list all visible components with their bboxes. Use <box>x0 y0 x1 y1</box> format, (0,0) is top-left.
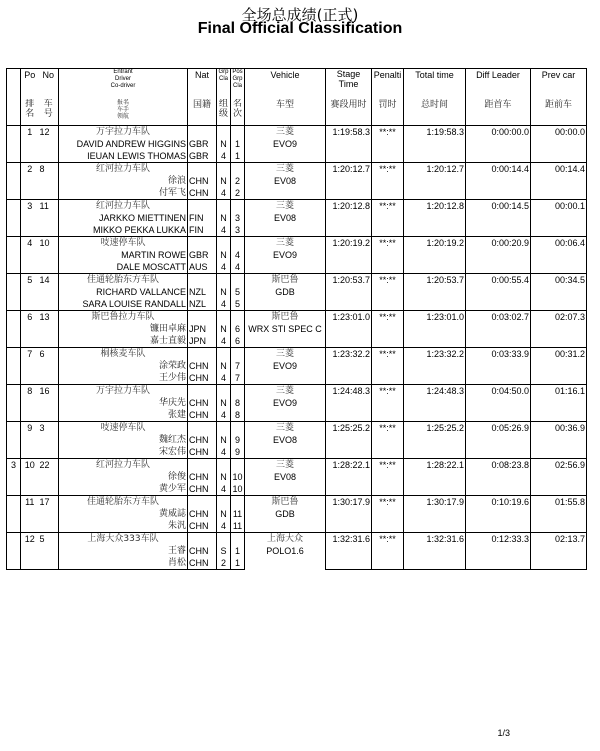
position-in-class: 4 <box>231 249 245 261</box>
team-name: 佳通轮胎东方车队 <box>59 274 188 287</box>
stage-time: 1:19:58.3 <box>326 126 372 139</box>
marker <box>7 311 21 324</box>
codriver-name: 朱汎 <box>59 520 188 533</box>
marker: 3 <box>7 459 21 472</box>
stage-time: 1:20:53.7 <box>326 274 372 287</box>
car-number: 16 <box>39 385 59 398</box>
diff-leader: 0:12:33.3 <box>466 533 531 546</box>
group-class: N <box>217 397 231 409</box>
marker <box>7 496 21 509</box>
group-class: 4 <box>217 261 231 274</box>
vehicle-make: 三菱 <box>245 422 326 435</box>
diff-leader: 0:00:55.4 <box>466 274 531 287</box>
group-class: 4 <box>217 483 231 496</box>
team-name: 吱速停车队 <box>59 422 188 435</box>
total-time: 1:24:48.3 <box>404 385 466 398</box>
position-in-class: 5 <box>231 286 245 298</box>
total-time: 1:20:19.2 <box>404 237 466 250</box>
marker <box>7 348 21 361</box>
prev-car: 01:16.1 <box>531 385 587 398</box>
penalty: **:** <box>372 348 404 361</box>
group-class: N <box>217 212 231 224</box>
stage-time: 1:23:01.0 <box>326 311 372 324</box>
diff-leader: 0:05:26.9 <box>466 422 531 435</box>
nationality: GBR <box>188 138 217 150</box>
codriver-name: 王少伟 <box>59 372 188 385</box>
header-total-time-cn: 总时间 <box>404 99 466 126</box>
penalty: **:** <box>372 200 404 213</box>
entry-team-row <box>7 311 587 324</box>
group-class: N <box>217 360 231 372</box>
nationality: CHN <box>188 187 217 200</box>
nationality: CHN <box>188 409 217 422</box>
position: 2 <box>21 163 39 176</box>
entry-driver-row <box>7 397 587 409</box>
entry-team-row <box>7 348 587 361</box>
diff-leader: 0:04:50.0 <box>466 385 531 398</box>
car-number: 12 <box>39 126 59 139</box>
group-class: N <box>217 434 231 446</box>
total-time: 1:32:31.6 <box>404 533 466 546</box>
entry-team-row <box>7 163 587 176</box>
nationality: AUS <box>188 261 217 274</box>
vehicle-make: 三菱 <box>245 385 326 398</box>
group-class: N <box>217 508 231 520</box>
position: 4 <box>21 237 39 250</box>
position-in-class: 10 <box>232 484 243 494</box>
car-number: 10 <box>39 237 59 250</box>
vehicle-model: POLO1.6 <box>245 545 326 570</box>
entry-team-row <box>7 200 587 213</box>
stage-time: 1:30:17.9 <box>326 496 372 509</box>
entry-team-row <box>7 385 587 398</box>
vehicle-model: WRX STI SPEC C <box>245 323 326 348</box>
prev-car: 00:14.4 <box>531 163 587 176</box>
position: 11 <box>21 496 39 509</box>
driver-name: 魏红杰 <box>59 434 188 446</box>
marker <box>7 422 21 435</box>
team-name: 吱速停车队 <box>59 237 188 250</box>
penalty: **:** <box>372 459 404 472</box>
codriver-name: DALE MOSCATT <box>59 261 188 274</box>
header-stage-time: Stage Time <box>326 69 372 100</box>
header-row-chinese <box>7 99 587 126</box>
group-class: 4 <box>217 446 231 459</box>
group-class: N <box>217 323 231 335</box>
vehicle-model: EVO9 <box>245 138 326 163</box>
car-number: 6 <box>39 348 59 361</box>
car-number: 13 <box>39 311 59 324</box>
codriver-name: 宋宏伟 <box>59 446 188 459</box>
group-class: N <box>217 471 231 483</box>
prev-car: 00:06.4 <box>531 237 587 250</box>
marker <box>7 237 21 250</box>
position-in-class: 1 <box>231 557 245 570</box>
page-title-chinese: 全场总成绩(正式) <box>241 6 359 24</box>
car-number: 22 <box>39 459 59 472</box>
codriver-name: 张建 <box>59 409 188 422</box>
entry-driver-row <box>7 138 587 150</box>
group-class: N <box>217 286 231 298</box>
nationality: NZL <box>188 298 217 311</box>
entry-driver-row <box>7 212 587 224</box>
marker <box>7 200 21 213</box>
position-in-class: 1 <box>231 138 245 150</box>
position-in-class: 1 <box>231 150 245 163</box>
header-entrant: Entrant Driver Co-driver <box>59 69 188 100</box>
driver-name: 涂荣政 <box>59 360 188 372</box>
position-in-class: 5 <box>231 298 245 311</box>
entry-driver-row <box>7 471 587 483</box>
prev-car: 00:00.1 <box>531 200 587 213</box>
nationality: CHN <box>188 434 217 446</box>
entry-driver-row <box>7 249 587 261</box>
codriver-name: SARA LOUISE RANDALL <box>59 298 188 311</box>
header-grp-cla: Grp Cla <box>217 69 231 100</box>
page-title: Final Official Classification <box>197 20 403 37</box>
car-number: 14 <box>39 274 59 287</box>
header-diff-leader-cn: 距首车 <box>466 99 531 126</box>
car-number: 5 <box>39 533 59 546</box>
total-time: 1:20:53.7 <box>404 274 466 287</box>
vehicle-make: 三菱 <box>245 459 326 472</box>
driver-name: JARKKO MIETTINEN <box>59 212 188 224</box>
prev-car: 00:00.0 <box>531 126 587 139</box>
driver-name: DAVID ANDREW HIGGINS <box>59 138 188 150</box>
header-total-time: Total time <box>404 69 466 100</box>
prev-car: 02:07.3 <box>531 311 587 324</box>
position-in-class: 2 <box>231 175 245 187</box>
entry-driver-row <box>7 508 587 520</box>
header-pos-cn: 排 名 <box>21 99 39 126</box>
group-class: 4 <box>217 298 231 311</box>
penalty: **:** <box>372 496 404 509</box>
position: 9 <box>21 422 39 435</box>
car-number: 11 <box>39 200 59 213</box>
header-vehicle: Vehicle <box>245 69 326 100</box>
page-number: 1/3 <box>497 728 510 738</box>
penalty: **:** <box>372 274 404 287</box>
position: 8 <box>21 385 39 398</box>
diff-leader: 0:00:00.0 <box>466 126 531 139</box>
nationality: CHN <box>188 175 217 187</box>
group-class: 4 <box>217 335 231 348</box>
group-class: N <box>217 138 231 150</box>
classification-table <box>6 68 587 570</box>
group-class: 2 <box>217 557 231 570</box>
marker <box>7 126 21 139</box>
position-in-class: 3 <box>231 224 245 237</box>
total-time: 1:30:17.9 <box>404 496 466 509</box>
team-name: 万宇拉力车队 <box>59 126 188 139</box>
nationality: CHN <box>188 508 217 520</box>
vehicle-make: 上海大众 <box>245 533 326 546</box>
entry-driver-row <box>7 545 587 557</box>
stage-time: 1:25:25.2 <box>326 422 372 435</box>
entry-driver-row <box>7 323 587 335</box>
penalty: **:** <box>372 237 404 250</box>
nationality: CHN <box>188 397 217 409</box>
nationality: GBR <box>188 150 217 163</box>
position-in-class: 9 <box>231 446 245 459</box>
diff-leader: 0:03:33.9 <box>466 348 531 361</box>
vehicle-model: GDB <box>245 286 326 311</box>
vehicle-make: 三菱 <box>245 126 326 139</box>
position-in-class: 11 <box>231 508 245 520</box>
position-in-class: 2 <box>231 187 245 200</box>
entry-team-row <box>7 422 587 435</box>
vehicle-make: 三菱 <box>245 348 326 361</box>
entry-team-row <box>7 496 587 509</box>
vehicle-model: EV08 <box>245 212 326 237</box>
prev-car: 02:13.7 <box>531 533 587 546</box>
entry-driver-row <box>7 286 587 298</box>
position-in-class: 3 <box>231 212 245 224</box>
team-name: 桐核麦车队 <box>59 348 188 361</box>
driver-name: RICHARD VALLANCE <box>59 286 188 298</box>
position-in-class: 7 <box>231 360 245 372</box>
marker <box>7 163 21 176</box>
stage-time: 1:28:22.1 <box>326 459 372 472</box>
penalty: **:** <box>372 163 404 176</box>
prev-car: 00:36.9 <box>531 422 587 435</box>
vehicle-model: EVO9 <box>245 360 326 385</box>
prev-car: 00:31.2 <box>531 348 587 361</box>
team-name: 万宇拉力车队 <box>59 385 188 398</box>
position: 1 <box>21 126 39 139</box>
total-time: 1:28:22.1 <box>404 459 466 472</box>
penalty: **:** <box>372 311 404 324</box>
diff-leader: 0:03:02.7 <box>466 311 531 324</box>
entry-driver-row <box>7 434 587 446</box>
position: 6 <box>21 311 39 324</box>
driver-name: 镰田卓麻 <box>59 323 188 335</box>
nationality: CHN <box>188 471 217 483</box>
diff-leader: 0:00:14.5 <box>466 200 531 213</box>
header-row <box>7 69 587 100</box>
position: 12 <box>21 533 39 546</box>
total-time: 1:23:01.0 <box>404 311 466 324</box>
position-in-class: 6 <box>231 323 245 335</box>
codriver-name: IEUAN LEWIS THOMAS <box>59 150 188 163</box>
diff-leader: 0:00:20.9 <box>466 237 531 250</box>
nationality: JPN <box>188 335 217 348</box>
position-in-class: 6 <box>231 335 245 348</box>
nationality: JPN <box>188 323 217 335</box>
position-in-class: 1 <box>231 545 245 557</box>
car-number: 17 <box>39 496 59 509</box>
header-nat-cn: 国籍 <box>188 99 217 126</box>
header-entrant-cn: 报名 车手 领航 <box>59 99 188 126</box>
nationality: CHN <box>188 372 217 385</box>
driver-name: 黄威誌 <box>59 508 188 520</box>
driver-name: 华庆先 <box>59 397 188 409</box>
position-in-class: 7 <box>231 372 245 385</box>
marker <box>7 385 21 398</box>
vehicle-make: 三菱 <box>245 200 326 213</box>
entry-team-row <box>7 459 587 472</box>
total-time: 1:25:25.2 <box>404 422 466 435</box>
header-penalti: Penalti <box>372 69 404 100</box>
header-prev-car-cn: 距前车 <box>531 99 587 126</box>
nationality: CHN <box>188 360 217 372</box>
header-pos-grp-cla: Pos Grp Cla <box>231 69 245 100</box>
group-class: N <box>217 175 231 187</box>
group-class: S <box>217 545 231 557</box>
stage-time: 1:32:31.6 <box>326 533 372 546</box>
group-class: 4 <box>217 409 231 422</box>
position-in-class: 9 <box>231 434 245 446</box>
team-name: 佳通轮胎东方车队 <box>59 496 188 509</box>
team-name: 红河拉力车队 <box>59 459 188 472</box>
vehicle-make: 斯巴鲁 <box>245 274 326 287</box>
codriver-name: 肖松 <box>59 557 188 570</box>
nationality: FIN <box>188 212 217 224</box>
group-class: 4 <box>217 224 231 237</box>
position: 3 <box>21 200 39 213</box>
stage-time: 1:20:19.2 <box>326 237 372 250</box>
nationality: CHN <box>188 520 217 533</box>
total-time: 1:20:12.7 <box>404 163 466 176</box>
group-class: 4 <box>217 372 231 385</box>
penalty: **:** <box>372 126 404 139</box>
group-class: 4 <box>217 520 231 533</box>
vehicle-model: EV08 <box>245 175 326 200</box>
team-name: 上海大众333车队 <box>59 533 188 546</box>
stage-time: 1:20:12.8 <box>326 200 372 213</box>
vehicle-make: 斯巴鲁 <box>245 496 326 509</box>
codriver-name: 嘉士直毅 <box>59 335 188 348</box>
header-no: No <box>39 69 59 100</box>
header-vehicle-cn: 车型 <box>245 99 326 126</box>
diff-leader: 0:00:14.4 <box>466 163 531 176</box>
vehicle-make: 三菱 <box>245 163 326 176</box>
group-class: 4 <box>217 187 231 200</box>
position-in-class: 8 <box>231 397 245 409</box>
entry-team-row <box>7 126 587 139</box>
vehicle-model: EV08 <box>245 471 326 496</box>
prev-car: 01:55.8 <box>531 496 587 509</box>
group-class: N <box>217 249 231 261</box>
entry-driver-row <box>7 360 587 372</box>
group-class: 4 <box>217 150 231 163</box>
position: 7 <box>21 348 39 361</box>
vehicle-model: EVO8 <box>245 434 326 459</box>
nationality: CHN <box>188 557 217 570</box>
diff-leader: 0:08:23.8 <box>466 459 531 472</box>
entry-team-row <box>7 274 587 287</box>
entry-team-row <box>7 533 587 546</box>
nationality: CHN <box>188 483 217 496</box>
penalty: **:** <box>372 385 404 398</box>
position: 10 <box>21 459 39 472</box>
penalty: **:** <box>372 422 404 435</box>
car-number: 8 <box>39 163 59 176</box>
stage-time: 1:23:32.2 <box>326 348 372 361</box>
prev-car: 00:34.5 <box>531 274 587 287</box>
entry-driver-row <box>7 175 587 187</box>
header-stage-time-cn: 赛段用时 <box>326 99 372 126</box>
nationality: FIN <box>188 224 217 237</box>
vehicle-make: 三菱 <box>245 237 326 250</box>
total-time: 1:20:12.8 <box>404 200 466 213</box>
codriver-name: MIKKO PEKKA LUKKA <box>59 224 188 237</box>
penalty: **:** <box>372 533 404 546</box>
position-in-class: 8 <box>231 409 245 422</box>
car-number: 3 <box>39 422 59 435</box>
position: 5 <box>21 274 39 287</box>
codriver-name: 付军飞 <box>59 187 188 200</box>
header-pos: Po <box>21 69 39 100</box>
total-time: 1:19:58.3 <box>404 126 466 139</box>
vehicle-make: 斯巴鲁 <box>245 311 326 324</box>
nationality: CHN <box>188 545 217 557</box>
header-no-cn: 车 号 <box>39 99 59 126</box>
driver-name: 徐浪 <box>59 175 188 187</box>
header-prev-car: Prev car <box>531 69 587 100</box>
driver-name: MARTIN ROWE <box>59 249 188 261</box>
nationality: CHN <box>188 446 217 459</box>
vehicle-model: GDB <box>245 508 326 533</box>
header-grp-cla-cn: 组 级 <box>217 99 231 126</box>
team-name: 红河拉力车队 <box>59 200 188 213</box>
total-time: 1:23:32.2 <box>404 348 466 361</box>
nationality: NZL <box>188 286 217 298</box>
stage-time: 1:20:12.7 <box>326 163 372 176</box>
codriver-name: 黄少军 <box>59 483 188 496</box>
stage-time: 1:24:48.3 <box>326 385 372 398</box>
position-in-class: 10 <box>232 472 243 482</box>
prev-car: 02:56.9 <box>531 459 587 472</box>
entry-team-row <box>7 237 587 250</box>
team-name: 红河拉力车队 <box>59 163 188 176</box>
marker <box>7 274 21 287</box>
diff-leader: 0:10:19.6 <box>466 496 531 509</box>
header-pos-grp-cla-cn: 名 次 <box>231 99 245 126</box>
vehicle-model: EVO9 <box>245 397 326 422</box>
header-nat: Nat <box>188 69 217 100</box>
team-name: 斯巴鲁拉力车队 <box>59 311 188 324</box>
position-in-class: 11 <box>231 520 245 533</box>
marker <box>7 533 21 546</box>
position-in-class: 4 <box>231 261 245 274</box>
nationality: GBR <box>188 249 217 261</box>
driver-name: 徐俊 <box>59 471 188 483</box>
header-penalti-cn: 罚时 <box>372 99 404 126</box>
header-diff-leader: Diff Leader <box>466 69 531 100</box>
driver-name: 王睿 <box>59 545 188 557</box>
vehicle-model: EVO9 <box>245 249 326 274</box>
